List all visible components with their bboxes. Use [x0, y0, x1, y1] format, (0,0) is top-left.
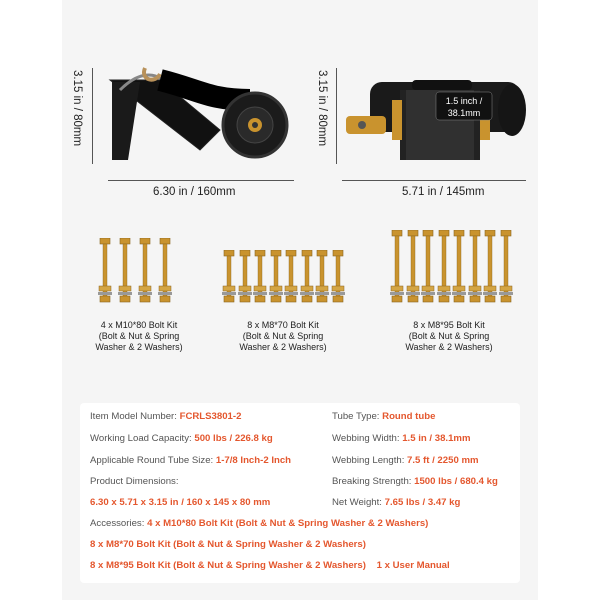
specs-panel — [80, 403, 520, 583]
right-product-image — [340, 60, 530, 170]
spec-tube-size — [90, 455, 291, 466]
bolt-icon — [222, 250, 236, 315]
bolt-icon — [331, 250, 345, 315]
bolt-icon — [118, 238, 132, 315]
left-width-label: 6.30 in / 160mm — [153, 186, 236, 198]
bolt-icon — [390, 230, 404, 315]
bolt-icon — [138, 238, 152, 315]
left-product-image — [100, 60, 300, 180]
bolt-kit-m8x70 — [218, 250, 346, 312]
spec-webbing-width — [332, 433, 470, 444]
bolt-icon — [437, 230, 451, 315]
bolt-icon — [158, 238, 172, 315]
bolt-icon — [98, 238, 112, 315]
kit-label-line: 4 x M10*80 Bolt Kit — [100, 320, 178, 330]
spec-accessories-3 — [90, 560, 450, 571]
spec-label: Accessories: — [90, 518, 145, 529]
kit-label-line: Washer & 2 Washers) — [95, 342, 183, 352]
spec-label: Working Load Capacity: — [90, 433, 192, 444]
spec-value: 7.65 lbs / 3.47 kg — [384, 497, 461, 508]
webbing-badge-line1: 1.5 inch / — [445, 96, 483, 106]
kit-label-line: (Bolt & Nut & Spring — [242, 331, 324, 341]
left-height-line — [92, 68, 93, 164]
spec-value: 1 x User Manual — [376, 560, 450, 571]
spec-value: 7.5 ft / 2250 mm — [407, 455, 479, 466]
spec-accessories — [90, 518, 428, 529]
kit-label-m10x80 — [84, 320, 194, 353]
kit-label-line: Washer & 2 Washers) — [405, 342, 493, 352]
spec-webbing-length — [332, 455, 479, 466]
webbing-badge-line2: 38.1mm — [447, 108, 481, 118]
bolt-icon — [452, 230, 466, 315]
spec-label: Tube Type: — [332, 411, 380, 422]
right-width-line — [342, 180, 526, 181]
spec-label: Webbing Width: — [332, 433, 400, 444]
spec-value: 8 x M8*95 Bolt Kit (Bolt & Nut & Spring Washer & 2 Washers) — [90, 560, 366, 571]
right-height-line — [336, 68, 337, 164]
spec-product-dim-label — [90, 476, 179, 487]
bolt-kit-m8x95 — [386, 230, 512, 312]
spec-value: 500 lbs / 226.8 kg — [194, 433, 273, 444]
spec-breaking — [332, 476, 498, 487]
bolt-icon — [253, 250, 267, 315]
spec-value: 1.5 in / 38.1mm — [402, 433, 471, 444]
left-height-label: 3.15 in / 80mm — [71, 70, 83, 147]
kit-label-line: (Bolt & Nut & Spring — [408, 331, 490, 341]
spec-model — [90, 411, 241, 422]
kit-label-line: 8 x M8*70 Bolt Kit — [247, 320, 319, 330]
spec-value: 8 x M8*70 Bolt Kit (Bolt & Nut & Spring Washer & 2 Washers) — [90, 539, 366, 550]
spec-load — [90, 433, 273, 444]
spec-value: 6.30 x 5.71 x 3.15 in / 160 x 145 x 80 mm — [90, 497, 271, 508]
bolt-icon — [421, 230, 435, 315]
spec-label: Net Weight: — [332, 497, 382, 508]
kit-label-m8x70 — [228, 320, 338, 353]
bolt-icon — [284, 250, 298, 315]
spec-value: 1-7/8 Inch-2 Inch — [215, 455, 292, 466]
bolt-icon — [499, 230, 513, 315]
right-width-label: 5.71 in / 145mm — [402, 186, 485, 198]
bolt-icon — [300, 250, 314, 315]
bolt-icon — [483, 230, 497, 315]
kit-label-m8x95 — [394, 320, 504, 353]
spec-label: Product Dimensions: — [90, 476, 179, 487]
bolt-icon — [406, 230, 420, 315]
kit-label-line: (Bolt & Nut & Spring — [98, 331, 180, 341]
spec-value: FCRLS3801-2 — [179, 411, 242, 422]
bolt-icon — [238, 250, 252, 315]
spec-label: Breaking Strength: — [332, 476, 412, 487]
spec-value: 1500 lbs / 680.4 kg — [414, 476, 498, 487]
spec-accessories-2 — [90, 539, 366, 550]
kit-label-line: 8 x M8*95 Bolt Kit — [413, 320, 485, 330]
spec-value: Round tube — [382, 411, 436, 422]
bolt-icon — [315, 250, 329, 315]
bolt-icon — [269, 250, 283, 315]
spec-value: 4 x M10*80 Bolt Kit (Bolt & Nut & Spring Washer & 2 Washers) — [147, 518, 429, 529]
spec-label: Item Model Number: — [90, 411, 177, 422]
bolt-kit-m10x80 — [94, 238, 184, 312]
kit-label-line: Washer & 2 Washers) — [239, 342, 327, 352]
spec-weight — [332, 497, 460, 508]
left-width-line — [108, 180, 294, 181]
spec-tube — [332, 411, 435, 422]
spec-label: Webbing Length: — [332, 455, 405, 466]
spec-label: Applicable Round Tube Size: — [90, 455, 214, 466]
spec-product-dim-value — [90, 497, 270, 508]
right-height-label: 3.15 in / 80mm — [316, 70, 328, 147]
bolt-icon — [468, 230, 482, 315]
